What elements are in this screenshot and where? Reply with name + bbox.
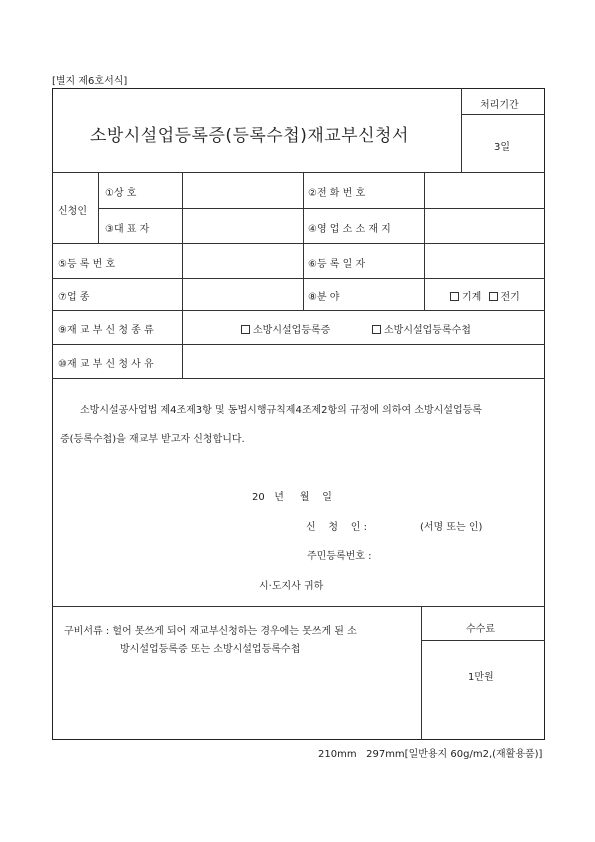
field-type-field[interactable] xyxy=(184,280,301,308)
reissue-option-cert xyxy=(241,321,330,336)
reissue-reason-label: ⑩재 교 부 신 청 사 유 xyxy=(58,359,154,370)
book-checkbox[interactable] xyxy=(372,325,381,334)
documents-line1: 구비서류 : 헐어 못쓰게 되어 재교부신청하는 경우에는 못쓰게 된 소 xyxy=(64,626,357,637)
office-address-label: ④영 업 소 소 재 지 xyxy=(308,224,391,235)
mechanical-checkbox[interactable] xyxy=(450,292,459,301)
cert-option-label: 소방시설업등록증 xyxy=(253,325,331,336)
resident-number-label: 주민등록번호 : xyxy=(307,551,372,562)
reissue-type-label: ⑨재 교 부 신 청 종 류 xyxy=(58,325,154,336)
phone-label: ②전 화 번 호 xyxy=(308,188,366,199)
trade-name-field[interactable] xyxy=(184,174,301,206)
processing-period-value: 3일 xyxy=(494,142,511,153)
statement-line2: 증(등록수첩)을 재교부 받고자 신청합니다. xyxy=(60,434,245,445)
reg-date-label: ⑥등 록 일 자 xyxy=(308,259,366,270)
trade-name-label: ①상 호 xyxy=(105,188,137,199)
processing-period-label: 처리기간 xyxy=(480,100,519,111)
form-label: [별지 제6호서식] xyxy=(52,76,128,87)
applicant-label: 신청인 xyxy=(58,206,87,217)
form-title: 소방시설업등록증(등록수첩)재교부신청서 xyxy=(90,126,409,146)
reg-number-label: ⑤등 록 번 호 xyxy=(58,259,116,270)
reissue-reason-field[interactable] xyxy=(184,346,543,376)
signer-note: (서명 또는 인) xyxy=(420,522,483,533)
reg-date-field[interactable] xyxy=(426,245,543,276)
division-label: ⑧분 야 xyxy=(308,292,340,303)
cert-checkbox[interactable] xyxy=(241,325,250,334)
division-options xyxy=(450,288,520,303)
reg-number-field[interactable] xyxy=(184,245,301,276)
phone-field[interactable] xyxy=(426,174,543,206)
representative-label: ③대 표 자 xyxy=(105,224,150,235)
statement-line1: 소방시설공사업법 제4조제3항 및 동법시행규칙제4조제2항의 규정에 의하여 소방시설업등록 xyxy=(80,405,482,416)
fee-label: 수수료 xyxy=(466,624,495,635)
documents-line2: 방시설업등록증 또는 소방시설업등록수첩 xyxy=(120,644,301,655)
signer-label: 신 청 인 : xyxy=(306,522,367,533)
reissue-option-book xyxy=(372,321,471,336)
book-option-label: 소방시설업등록수첩 xyxy=(384,325,471,336)
paper-spec-footer: 210mm 297mm[일반용지 60g/m2,(재활용품)] xyxy=(318,749,543,760)
mechanical-label: 기계 xyxy=(462,292,482,303)
addressee: 시·도지사 귀하 xyxy=(259,581,324,592)
date-line: 20 년 월 일 xyxy=(252,492,332,503)
fee-value: 1만원 xyxy=(468,672,494,683)
electrical-label: 전기 xyxy=(500,292,520,303)
field-type-label: ⑦업 종 xyxy=(58,292,90,303)
electrical-checkbox[interactable] xyxy=(489,292,498,301)
representative-field[interactable] xyxy=(184,210,301,241)
office-address-field[interactable] xyxy=(426,210,543,241)
